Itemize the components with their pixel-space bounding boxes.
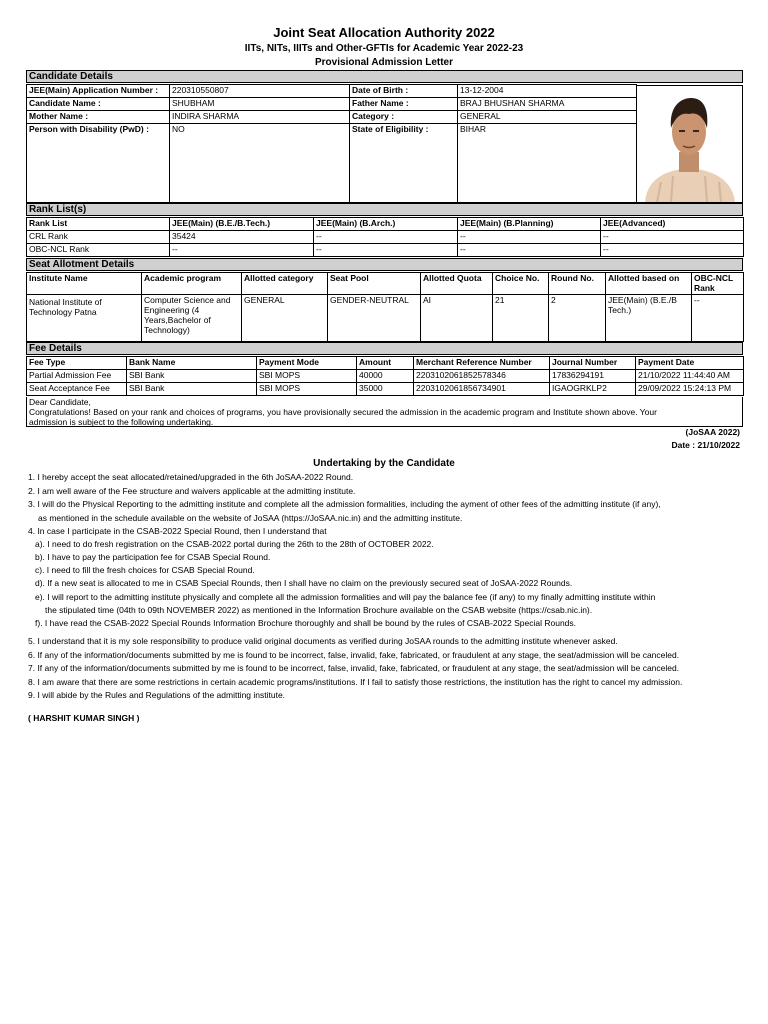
fee-header: Fee Type [27, 357, 127, 370]
candidate-name-value: SHUBHAM [170, 98, 350, 111]
rank-cell: 35424 [170, 231, 314, 244]
section-rank-lists: Rank List(s) [26, 203, 743, 216]
undertaking-item: 3. I will do the Physical Reporting to the admitting institute and complete all the admission formalities, including the ayment of other fees of the admitting institute (if any), [28, 499, 661, 509]
seat-header: Allotted Quota [421, 273, 493, 295]
table-row [27, 383, 744, 396]
fee-cell: 2203102061852578346 [414, 370, 550, 383]
candidate-signature-name: ( HARSHIT KUMAR SINGH ) [28, 713, 140, 723]
rank-header: JEE(Main) (B.Planning) [458, 218, 601, 231]
undertaking-title: Undertaking by the Candidate [313, 458, 455, 469]
seat-table [26, 272, 744, 342]
pwd-value: NO [170, 124, 350, 203]
undertaking-subitem: the stipulated time (04th to 09th NOVEMBER 2022) as mentioned in the Information Brochure available on the CSAB website (https://csab.nic.in). [45, 605, 593, 615]
rank-cell: -- [170, 244, 314, 257]
seat-round-no: 2 [549, 295, 606, 342]
fee-cell: 29/09/2022 15:24:13 PM [636, 383, 744, 396]
fee-header: Amount [357, 357, 414, 370]
seat-category: GENERAL [242, 295, 328, 342]
josaa-label: (JoSAA 2022) [685, 427, 740, 437]
fee-cell: SBI MOPS [257, 370, 357, 383]
app-no-label: JEE(Main) Application Number : [27, 85, 170, 98]
undertaking-subitem: c). I need to fill the fresh choices for CSAB Special Round. [35, 565, 255, 575]
fee-cell: 35000 [357, 383, 414, 396]
undertaking-item: 2. I am well aware of the Fee structure and waivers applicable at the admitting institute. [28, 486, 356, 496]
fee-cell: 40000 [357, 370, 414, 383]
fee-header: Bank Name [127, 357, 257, 370]
document-subtitle: IITs, NITs, IIITs and Other-GFTIs for Academic Year 2022-23 [244, 43, 524, 54]
table-row [27, 370, 744, 383]
congratulations-note [26, 397, 743, 427]
seat-header: OBC-NCL Rank [692, 273, 744, 295]
candidate-name-label: Candidate Name : [27, 98, 170, 111]
candidate-table [26, 84, 637, 203]
rank-table [26, 217, 744, 257]
seat-quota: AI [421, 295, 493, 342]
rank-cell: -- [314, 231, 458, 244]
state-value: BIHAR [458, 124, 637, 203]
rank-cell: -- [601, 231, 744, 244]
seat-choice-no: 21 [493, 295, 549, 342]
candidate-photo-image [637, 86, 742, 202]
fee-cell: SBI Bank [127, 370, 257, 383]
fee-header: Merchant Reference Number [414, 357, 550, 370]
seat-header: Round No. [549, 273, 606, 295]
candidate-photo [636, 85, 743, 203]
undertaking-subitem: a). I need to do fresh registration on the CSAB-2022 portal during the 26th to the 28th of OCTOBER 2022. [35, 539, 434, 549]
undertaking-subitem: f). I have read the CSAB-2022 Special Rounds Information Brochure thoroughly and shall be bound by the rules of CSAB-2022 Special Rounds. [35, 618, 577, 628]
undertaking-item: as mentioned in the schedule available on the website of JoSAA (https://JoSAA.nic.in) and the admitting institute. [38, 513, 463, 523]
seat-based-on: JEE(Main) (B.E./B Tech.) [606, 295, 692, 342]
fee-cell: 17836294191 [550, 370, 636, 383]
undertaking-item: 8. I am aware that there are some restrictions in certain academic programs/institutions. If I fail to satisfy those restrictions, the institution has the right to cancel my admission. [28, 677, 683, 687]
table-row [27, 295, 744, 342]
rank-cell: OBC-NCL Rank [27, 244, 170, 257]
seat-header: Allotted category [242, 273, 328, 295]
seat-header: Seat Pool [328, 273, 421, 295]
table-row [27, 231, 744, 244]
section-candidate-details: Candidate Details [26, 70, 743, 83]
seat-header: Institute Name [27, 273, 142, 295]
seat-header: Academic program [142, 273, 242, 295]
rank-header: JEE(Main) (B.E./B.Tech.) [170, 218, 314, 231]
undertaking-item: 6. If any of the information/documents submitted by me is found to be incorrect, false, invalid, fake, fabricated, or fraudulent at any stage, the seat/admission will be canceled. [28, 650, 680, 660]
rank-header: JEE(Main) (B.Arch.) [314, 218, 458, 231]
table-row [27, 244, 744, 257]
fee-header: Payment Mode [257, 357, 357, 370]
seat-pool: GENDER-NEUTRAL [328, 295, 421, 342]
seat-program: Computer Science and Engineering (4 Years,Bachelor of Technology) [142, 295, 242, 342]
fee-cell: 2203102061856734901 [414, 383, 550, 396]
seat-header: Choice No. [493, 273, 549, 295]
rank-header: JEE(Advanced) [601, 218, 744, 231]
dob-value: 13-12-2004 [458, 85, 637, 98]
document-type: Provisional Admission Letter [315, 57, 453, 68]
rank-cell: -- [314, 244, 458, 257]
fee-header: Journal Number [550, 357, 636, 370]
fee-cell: IGAOGRKLP2 [550, 383, 636, 396]
rank-cell: -- [458, 231, 601, 244]
rank-header: Rank List [27, 218, 170, 231]
note-greeting: Dear Candidate, [29, 397, 91, 407]
category-value: GENERAL [458, 111, 637, 124]
note-line: admission is subject to the following undertaking. [29, 417, 214, 427]
fee-cell: Seat Acceptance Fee [27, 383, 127, 396]
fee-cell: SBI Bank [127, 383, 257, 396]
seat-header: Allotted based on [606, 273, 692, 295]
state-label: State of Eligibility : [350, 124, 458, 203]
seat-institute: National Institute of Technology Patna [27, 295, 142, 342]
document-title: Joint Seat Allocation Authority 2022 [273, 25, 495, 40]
undertaking-subitem: d). If a new seat is allocated to me in CSAB Special Rounds, then I shall have no claim on the previously secured seat of JoSAA-2022 Rounds. [35, 578, 573, 588]
undertaking-item: 1. I hereby accept the seat allocated/retained/upgraded in the 6th JoSAA-2022 Round. [28, 472, 354, 482]
father-name-value: BRAJ BHUSHAN SHARMA [458, 98, 637, 111]
undertaking-item: 5. I understand that it is my sole responsibility to produce valid original documents as verified during JoSAA rounds to the admitting institute whenever asked. [28, 636, 618, 646]
pwd-label: Person with Disability (PwD) : [27, 124, 170, 203]
fee-cell: Partial Admission Fee [27, 370, 127, 383]
category-label: Category : [350, 111, 458, 124]
undertaking-subitem: b). I have to pay the participation fee for CSAB Special Round. [35, 552, 271, 562]
rank-cell: -- [601, 244, 744, 257]
rank-cell: -- [458, 244, 601, 257]
seat-obc-rank: -- [692, 295, 744, 342]
undertaking-item: 7. If any of the information/documents submitted by me is found to be incorrect, false, invalid, fake, fabricated, or fraudulent at any stage, the seat/admission will be canceled. [28, 663, 680, 673]
mother-name-label: Mother Name : [27, 111, 170, 124]
undertaking-item: 9. I will abide by the Rules and Regulations of the admitting institute. [28, 690, 286, 700]
mother-name-value: INDIRA SHARMA [170, 111, 350, 124]
fee-cell: 21/10/2022 11:44:40 AM [636, 370, 744, 383]
father-name-label: Father Name : [350, 98, 458, 111]
letter-date: Date : 21/10/2022 [671, 440, 740, 450]
rank-cell: CRL Rank [27, 231, 170, 244]
section-seat-allotment: Seat Allotment Details [26, 258, 743, 271]
fee-table [26, 356, 744, 396]
undertaking-item: 4. In case I participate in the CSAB-2022 Special Round, then I understand that [28, 526, 327, 536]
undertaking-subitem: e). I will report to the admitting institute physically and complete all the admission formalities and will pay the balance fee (if any) to my finally admitting institute within [35, 592, 656, 602]
note-line: Congratulations! Based on your rank and choices of programs, you have provisionally secured the admission in the academic program and Institute shown above. Your [29, 407, 657, 417]
dob-label: Date of Birth : [350, 85, 458, 98]
fee-cell: SBI MOPS [257, 383, 357, 396]
app-no-value: 220310550807 [170, 85, 350, 98]
section-fee-details: Fee Details [26, 342, 743, 355]
fee-header: Payment Date [636, 357, 744, 370]
